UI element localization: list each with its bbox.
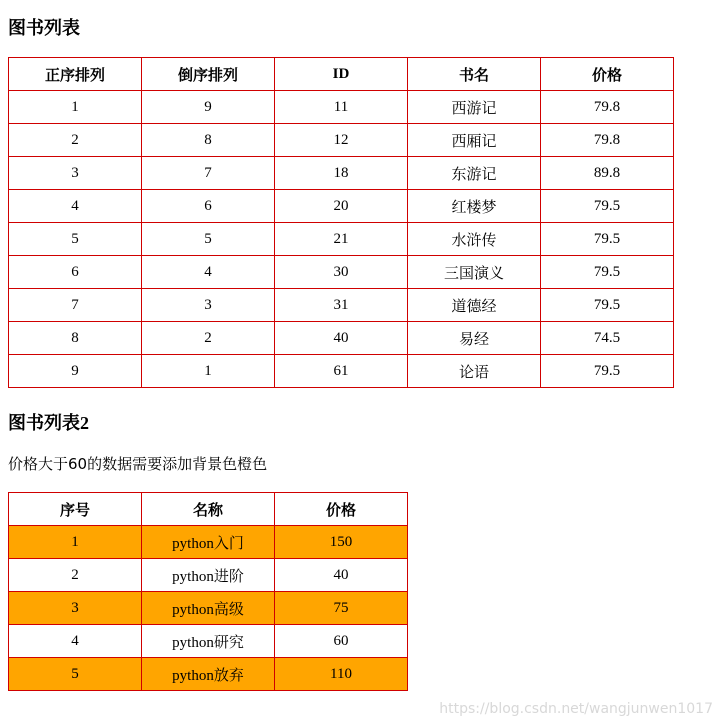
table-row — [9, 223, 674, 256]
header-cell: 倒序排列 — [142, 58, 275, 91]
table-cell: 7 — [9, 289, 142, 322]
table-cell: 4 — [9, 190, 142, 223]
section1-title: 图书列表 — [8, 18, 80, 38]
table-cell: 31 — [275, 289, 408, 322]
section2-note: 价格大于60的数据需要添加背景色橙色 — [8, 455, 268, 473]
header-cell: 书名 — [408, 58, 541, 91]
header-cell: 正序排列 — [9, 58, 142, 91]
table-cell: 110 — [275, 658, 408, 691]
header-cell: 序号 — [9, 493, 142, 526]
header-cell: 名称 — [142, 493, 275, 526]
table-cell: 79.8 — [541, 124, 674, 157]
table-row — [9, 157, 674, 190]
book-table — [8, 57, 674, 388]
table-cell: 89.8 — [541, 157, 674, 190]
table-row — [9, 526, 408, 559]
book-table-2 — [8, 492, 408, 691]
table-cell: 1 — [9, 91, 142, 124]
table-cell: 5 — [9, 658, 142, 691]
table-cell: 5 — [9, 223, 142, 256]
table-cell: 道德经 — [408, 289, 541, 322]
table-cell: 7 — [142, 157, 275, 190]
table-cell: 易经 — [408, 322, 541, 355]
table-cell: 8 — [142, 124, 275, 157]
table-cell: python进阶 — [142, 559, 275, 592]
table-cell: 4 — [142, 256, 275, 289]
section2-title: 图书列表2 — [8, 413, 89, 433]
table-cell: 40 — [275, 322, 408, 355]
table-cell: 11 — [275, 91, 408, 124]
table-cell: 水浒传 — [408, 223, 541, 256]
table-cell: 1 — [9, 526, 142, 559]
watermark: https://blog.csdn.net/wangjunwen1017 — [439, 701, 713, 717]
table-cell: 9 — [142, 91, 275, 124]
table-row — [9, 658, 408, 691]
table-row — [9, 124, 674, 157]
table-row — [9, 625, 408, 658]
table-cell: python研究 — [142, 625, 275, 658]
table-cell: 西厢记 — [408, 124, 541, 157]
table-cell: 40 — [275, 559, 408, 592]
table-cell: 红楼梦 — [408, 190, 541, 223]
table-cell: 18 — [275, 157, 408, 190]
table-cell: python放弃 — [142, 658, 275, 691]
table-cell: 20 — [275, 190, 408, 223]
table-cell: 5 — [142, 223, 275, 256]
table-cell: 79.5 — [541, 256, 674, 289]
table-cell: 79.5 — [541, 289, 674, 322]
table-cell: python入门 — [142, 526, 275, 559]
table-cell: 12 — [275, 124, 408, 157]
table-row — [9, 91, 674, 124]
table-cell: 150 — [275, 526, 408, 559]
table-cell: 论语 — [408, 355, 541, 388]
table-row — [9, 322, 674, 355]
header-cell: ID — [275, 58, 408, 91]
table-cell: python高级 — [142, 592, 275, 625]
table-cell: 21 — [275, 223, 408, 256]
table-cell: 79.5 — [541, 190, 674, 223]
table-cell: 61 — [275, 355, 408, 388]
table-cell: 1 — [142, 355, 275, 388]
table-cell: 西游记 — [408, 91, 541, 124]
table-cell: 79.8 — [541, 91, 674, 124]
table-cell: 79.5 — [541, 223, 674, 256]
table-cell: 3 — [9, 592, 142, 625]
table-cell: 9 — [9, 355, 142, 388]
table-header-row — [9, 493, 408, 526]
table-row — [9, 256, 674, 289]
table-cell: 79.5 — [541, 355, 674, 388]
table-cell: 2 — [142, 322, 275, 355]
table-row — [9, 190, 674, 223]
table-cell: 东游记 — [408, 157, 541, 190]
table-row — [9, 592, 408, 625]
table-row — [9, 559, 408, 592]
header-cell: 价格 — [541, 58, 674, 91]
table-row — [9, 355, 674, 388]
table-cell: 4 — [9, 625, 142, 658]
table-cell: 2 — [9, 559, 142, 592]
table-cell: 75 — [275, 592, 408, 625]
table-cell: 2 — [9, 124, 142, 157]
table-cell: 3 — [9, 157, 142, 190]
table-cell: 60 — [275, 625, 408, 658]
table-cell: 三国演义 — [408, 256, 541, 289]
table-cell: 3 — [142, 289, 275, 322]
header-cell: 价格 — [275, 493, 408, 526]
table-cell: 74.5 — [541, 322, 674, 355]
table-header-row — [9, 58, 674, 91]
table-cell: 30 — [275, 256, 408, 289]
table-row — [9, 289, 674, 322]
table-cell: 8 — [9, 322, 142, 355]
table-cell: 6 — [9, 256, 142, 289]
table-cell: 6 — [142, 190, 275, 223]
